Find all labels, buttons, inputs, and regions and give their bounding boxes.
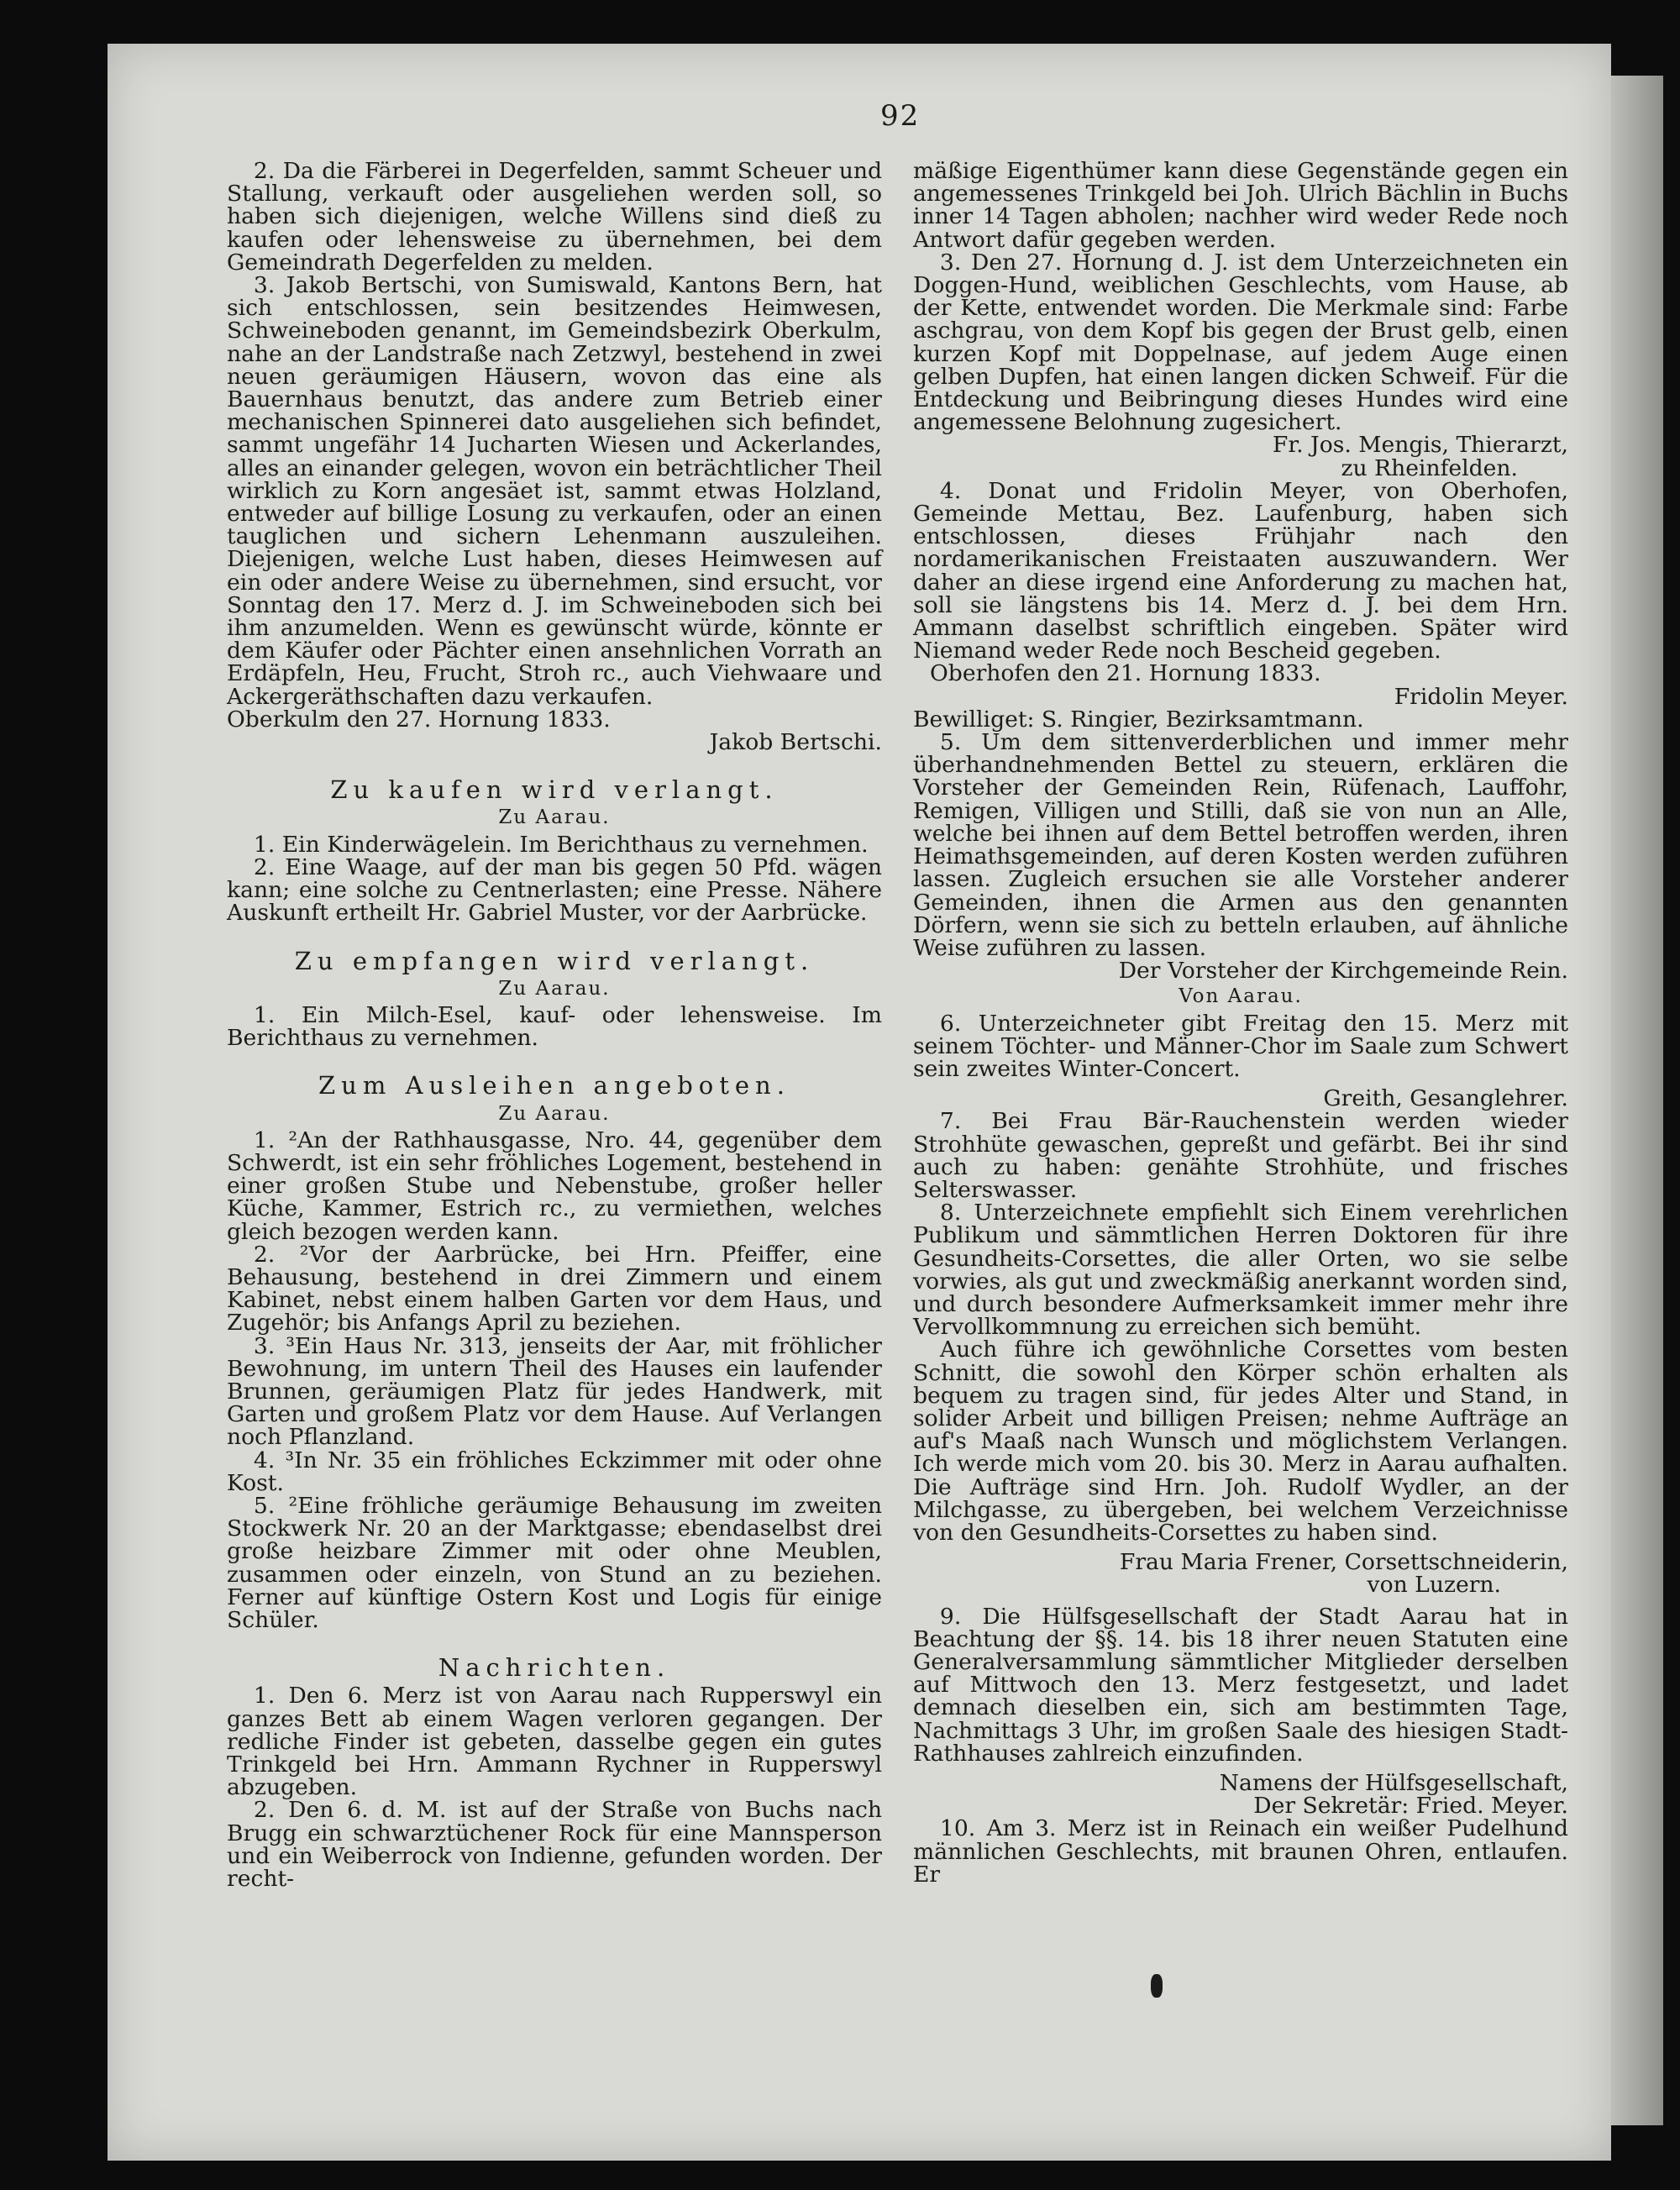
notice-paragraph: Auch führe ich gewöhnliche Corsettes vom besten Schnitt, die sowohl den Körper schön erhalten als bequem zu tragen sind, für jedes Alter und Stand, in solider Arbeit und billigen Preisen; nehme Aufträge an auf's Maaß nach Wunsch und möglichstem Verlangen. Ich werde mich vom 20. bis 30. Merz in Aarau aufhalten. Die Aufträge sind Hrn. Joh. Rudolf Wydler, an der Milchgasse, zu übergeben, bei welchem Verzeichnisse von den Gesundheits-Corsettes zu haben sind.: [913, 1337, 1568, 1546]
notice-approval: Bewilliget: S. Ringier, Bezirksamtmann.: [913, 706, 1364, 733]
notice-paragraph: 5. Um dem sittenverderblichen und immer mehr überhandnehmenden Bettel zu steuern, erklären die Vorsteher der Gemeinden Rein, Rüfenach, Lauffohr, Remigen, Villigen und Stilli, daß sie von nun an Alle, welche bei ihnen auf dem Bettel betroffen werden, ihren Heimathsgemeinden, auf deren Kosten werden zuführen lassen. Zugleich ersuchen sie alle Vorsteher anderer Gemeinden, ihnen die Armen aus den genannten Dörfern, wenn sie sich zu betteln erlauben, auf ähnliche Weise zuführen zu lassen.: [913, 729, 1568, 961]
notice-paragraph: 7. Bei Frau Bär-Rauchenstein werden wieder Strohhüte gewaschen, gepreßt und gefärbt. Bei ihr sind auch zu haben: genähte Strohhüte, und frisches Selterswasser.: [913, 1108, 1568, 1203]
notice-paragraph: 8. Unterzeichnete empfiehlt sich Einem verehrlichen Publikum und sämmtlichen Herren Doktoren für ihre Gesundheits-Corsettes, die aller Orten, wo sie selbe vorwies, als gut und zweckmäßig anerkannt worden sind, und durch besondere Aufmerksamkeit immer mehr ihre Vervollkommnung zu erreichen sich bemüht.: [913, 1200, 1568, 1341]
right-column: [913, 160, 1568, 1886]
section-location: Zu Aarau.: [498, 1102, 611, 1125]
notice-date: Oberkulm den 27. Hornung 1833.: [227, 706, 611, 733]
ink-blot: [1151, 1974, 1163, 1998]
section-heading: Zum Ausleihen angeboten.: [318, 1071, 790, 1100]
adjacent-page-edge: [1611, 76, 1663, 2125]
notice-signature: Greith, Gesanglehrer.: [1323, 1085, 1568, 1112]
notice-paragraph: 3. Jakob Bertschi, von Sumiswald, Kantons Bern, hat sich entschlossen, sein besitzendes Heimwesen, Schweineboden genannt, im Gemeindsbezirk Oberkulm, nahe an der Landstraße nach Zetzwyl, bestehend in zwei neuen geräumigen Häusern, wovon das eine als Bauernhaus benutzt, das andere zum Betrieb einer mechanischen Spinnerei dato ausgeliehen sich befindet, sammt ungefähr 14 Jucharten Wiesen und Ackerlandes, alles an einander gelegen, wovon ein beträchtlicher Theil wirklich zu Korn angesäet ist, sammt etwas Holzland, entweder auf billige Losung zu verkaufen, oder an einen tauglichen und sichern Lehenmann auszuleihen. Diejenigen, welche Lust haben, dieses Heimwesen auf ein oder andere Weise zu übernehmen, sind ersucht, vor Sonntag den 17. Merz d. J. im Schweineboden sich bei ihm anzumelden. Wenn es gewünscht würde, könnte er dem Käufer oder Pächter einen ansehnlichen Vorrath an Erdäpfeln, Heu, Frucht, Stroh rc., auch Viehwaare und Ackergeräthschaften dazu verkaufen.: [227, 272, 882, 710]
list-item: 1. Den 6. Merz ist von Aarau nach Rupperswyl ein ganzes Bett ab einem Wagen verloren gegangen. Der redliche Finder ist gebeten, dasselbe gegen ein gutes Trinkgeld bei Hrn. Ammann Rychner in Rupperswyl abzugeben.: [227, 1683, 882, 1801]
notice-paragraph: 2. Da die Färberei in Degerfelden, sammt Scheuer und Stallung, verkauft oder ausgeliehen werden soll, so haben sich diejenigen, welche Willens sind dieß zu kaufen oder lehensweise zu übernehmen, bei dem Gemeindrath Degerfelden zu melden.: [227, 158, 882, 276]
notice-signature: Fridolin Meyer.: [1394, 683, 1568, 710]
notice-signature: zu Rheinfelden.: [1341, 454, 1518, 481]
list-item: 5. ²Eine fröhliche geräumige Behausung im zweiten Stockwerk Nr. 20 an der Marktgasse; ebendaselbst drei große heizbare Zimmer mit oder ohne Meublen, zusammen oder einzeln, von Stund an zu beziehen. Ferner auf künftige Ostern Kost und Logis für einige Schüler.: [227, 1492, 882, 1633]
section-heading: Nachrichten.: [438, 1653, 671, 1683]
section-location: Zu Aarau.: [498, 806, 611, 829]
list-item: 1. Ein Kinderwägelein. Im Berichthaus zu vernehmen.: [253, 831, 869, 858]
notice-signature: Fr. Jos. Mengis, Thierarzt,: [1272, 432, 1568, 459]
notice-paragraph: 10. Am 3. Merz ist in Reinach ein weißer Pudelhund männlichen Geschlechts, mit braunen Ohren, entlaufen. Er: [913, 1815, 1568, 1888]
notice-paragraph: 4. Donat und Fridolin Meyer, von Oberhofen, Gemeinde Mettau, Bez. Laufenburg, haben sich entschlossen, dieses Frühjahr nach den nordamerikanischen Freistaaten auszuwandern. Wer daher an diese irgend eine Anforderung zu machen hat, soll sie längstens bis 14. Merz d. J. bei dem Hrn. Ammann daselbst schriftlich eingeben. Später wird Niemand weder Rede noch Bescheid gegeben.: [913, 477, 1568, 664]
notice-signature: Der Vorsteher der Kirchgemeinde Rein.: [1118, 958, 1568, 985]
list-item: 4. ³In Nr. 35 ein fröhliches Eckzimmer mit oder ohne Kost.: [227, 1447, 882, 1496]
section-heading: Zu empfangen wird verlangt.: [294, 946, 815, 975]
notice-signature: Der Sekretär: Fried. Meyer.: [1253, 1793, 1568, 1820]
list-item: 2. Den 6. d. M. ist auf der Straße von Buchs nach Brugg ein schwarztüchener Rock für eine Mannsperson und ein Weiberrock von Indienne, gefunden worden. Der recht-: [227, 1797, 882, 1893]
notice-paragraph: 6. Unterzeichneter gibt Freitag den 15. Merz mit seinem Töchter- und Männer-Chor im Saale zum Schwert sein zweites Winter-Concert.: [913, 1010, 1568, 1082]
notice-signature: von Luzern.: [1367, 1572, 1501, 1599]
list-item: 2. ²Vor der Aarbrücke, bei Hrn. Pfeiffer, eine Behausung, bestehend in drei Zimmern und einem Kabinet, nebst einem halben Garten vor dem Haus, und Zugehör; bis Anfangs April zu beziehen.: [227, 1241, 882, 1337]
notice-date: Oberhofen den 21. Hornung 1833.: [930, 660, 1321, 687]
left-column: [227, 158, 882, 1893]
notice-paragraph: 3. Den 27. Hornung d. J. ist dem Unterzeichneten ein Doggen-Hund, weiblichen Geschlechts, vom Hause, ab der Kette, entwendet worden. Die Merkmale sind: Farbe aschgrau, von dem Kopf bis gegen der Brust gelb, einen kurzen Kopf mit Doppelnase, auf jedem Auge einen gelben Dupfen, hat einen langen dicken Schweif. Für die Entdeckung und Beibringung dieses Hundes wird eine angemessene Belohnung zugesichert.: [913, 249, 1568, 436]
section-location: Von Aarau.: [1179, 985, 1303, 1008]
list-item: 1. Ein Milch-Esel, kauf- oder lehensweise. Im Berichthaus zu vernehmen.: [227, 1001, 882, 1052]
notice-signature: Jakob Bertschi.: [709, 729, 882, 756]
list-item: 2. Eine Waage, auf der man bis gegen 50 Pfd. wägen kann; eine solche zu Centnerlasten; eine Presse. Nähere Auskunft ertheilt Hr. Gabriel Muster, vor der Aarbrücke.: [227, 853, 882, 927]
section-location: Zu Aarau.: [498, 977, 611, 1000]
notice-signature: Frau Maria Frener, Corsettschneiderin,: [1119, 1549, 1568, 1576]
notice-paragraph: mäßige Eigenthümer kann diese Gegenstände gegen ein angemessenes Trinkgeld bei Joh. Ulrich Bächlin in Buchs inner 14 Tagen abholen; nachher wird weder Rede noch Antwort dafür gegeben werden.: [913, 158, 1568, 253]
list-item: 1. ²An der Rathhausgasse, Nro. 44, gegenüber dem Schwerdt, ist ein sehr fröhliches Logement, bestehend in einer großen Stube und Nebenstube, großer heller Küche, Kammer, Estrich rc., zu vermiethen, welches gleich bezogen werden kann.: [227, 1127, 882, 1245]
page-number: 92: [880, 99, 921, 133]
notice-signature: Namens der Hülfsgesellschaft,: [1219, 1770, 1568, 1797]
list-item: 3. ³Ein Haus Nr. 313, jenseits der Aar, mit fröhlicher Bewohnung, im untern Theil des Hauses ein laufender Brunnen, geräumigen Platz für jedes Handwerk, mit Garten und großem Platz vor dem Hause. Auf Verlangen noch Pflanzland.: [227, 1332, 882, 1451]
section-heading: Zu kaufen wird verlangt.: [330, 775, 779, 805]
notice-paragraph: 9. Die Hülfsgesellschaft der Stadt Aarau hat in Beachtung der §§. 14. bis 18 ihrer neuen Statuten eine Generalversammlung sämmtlicher Mitglieder derselben auf Mittwoch den 13. Merz festgesetzt, und ladet demnach dieselben ein, sich am bestimmten Tage, Nachmittags 3 Uhr, im großen Saale des hiesigen Stadt-Rathhauses zahlreich einzufinden.: [913, 1603, 1568, 1767]
